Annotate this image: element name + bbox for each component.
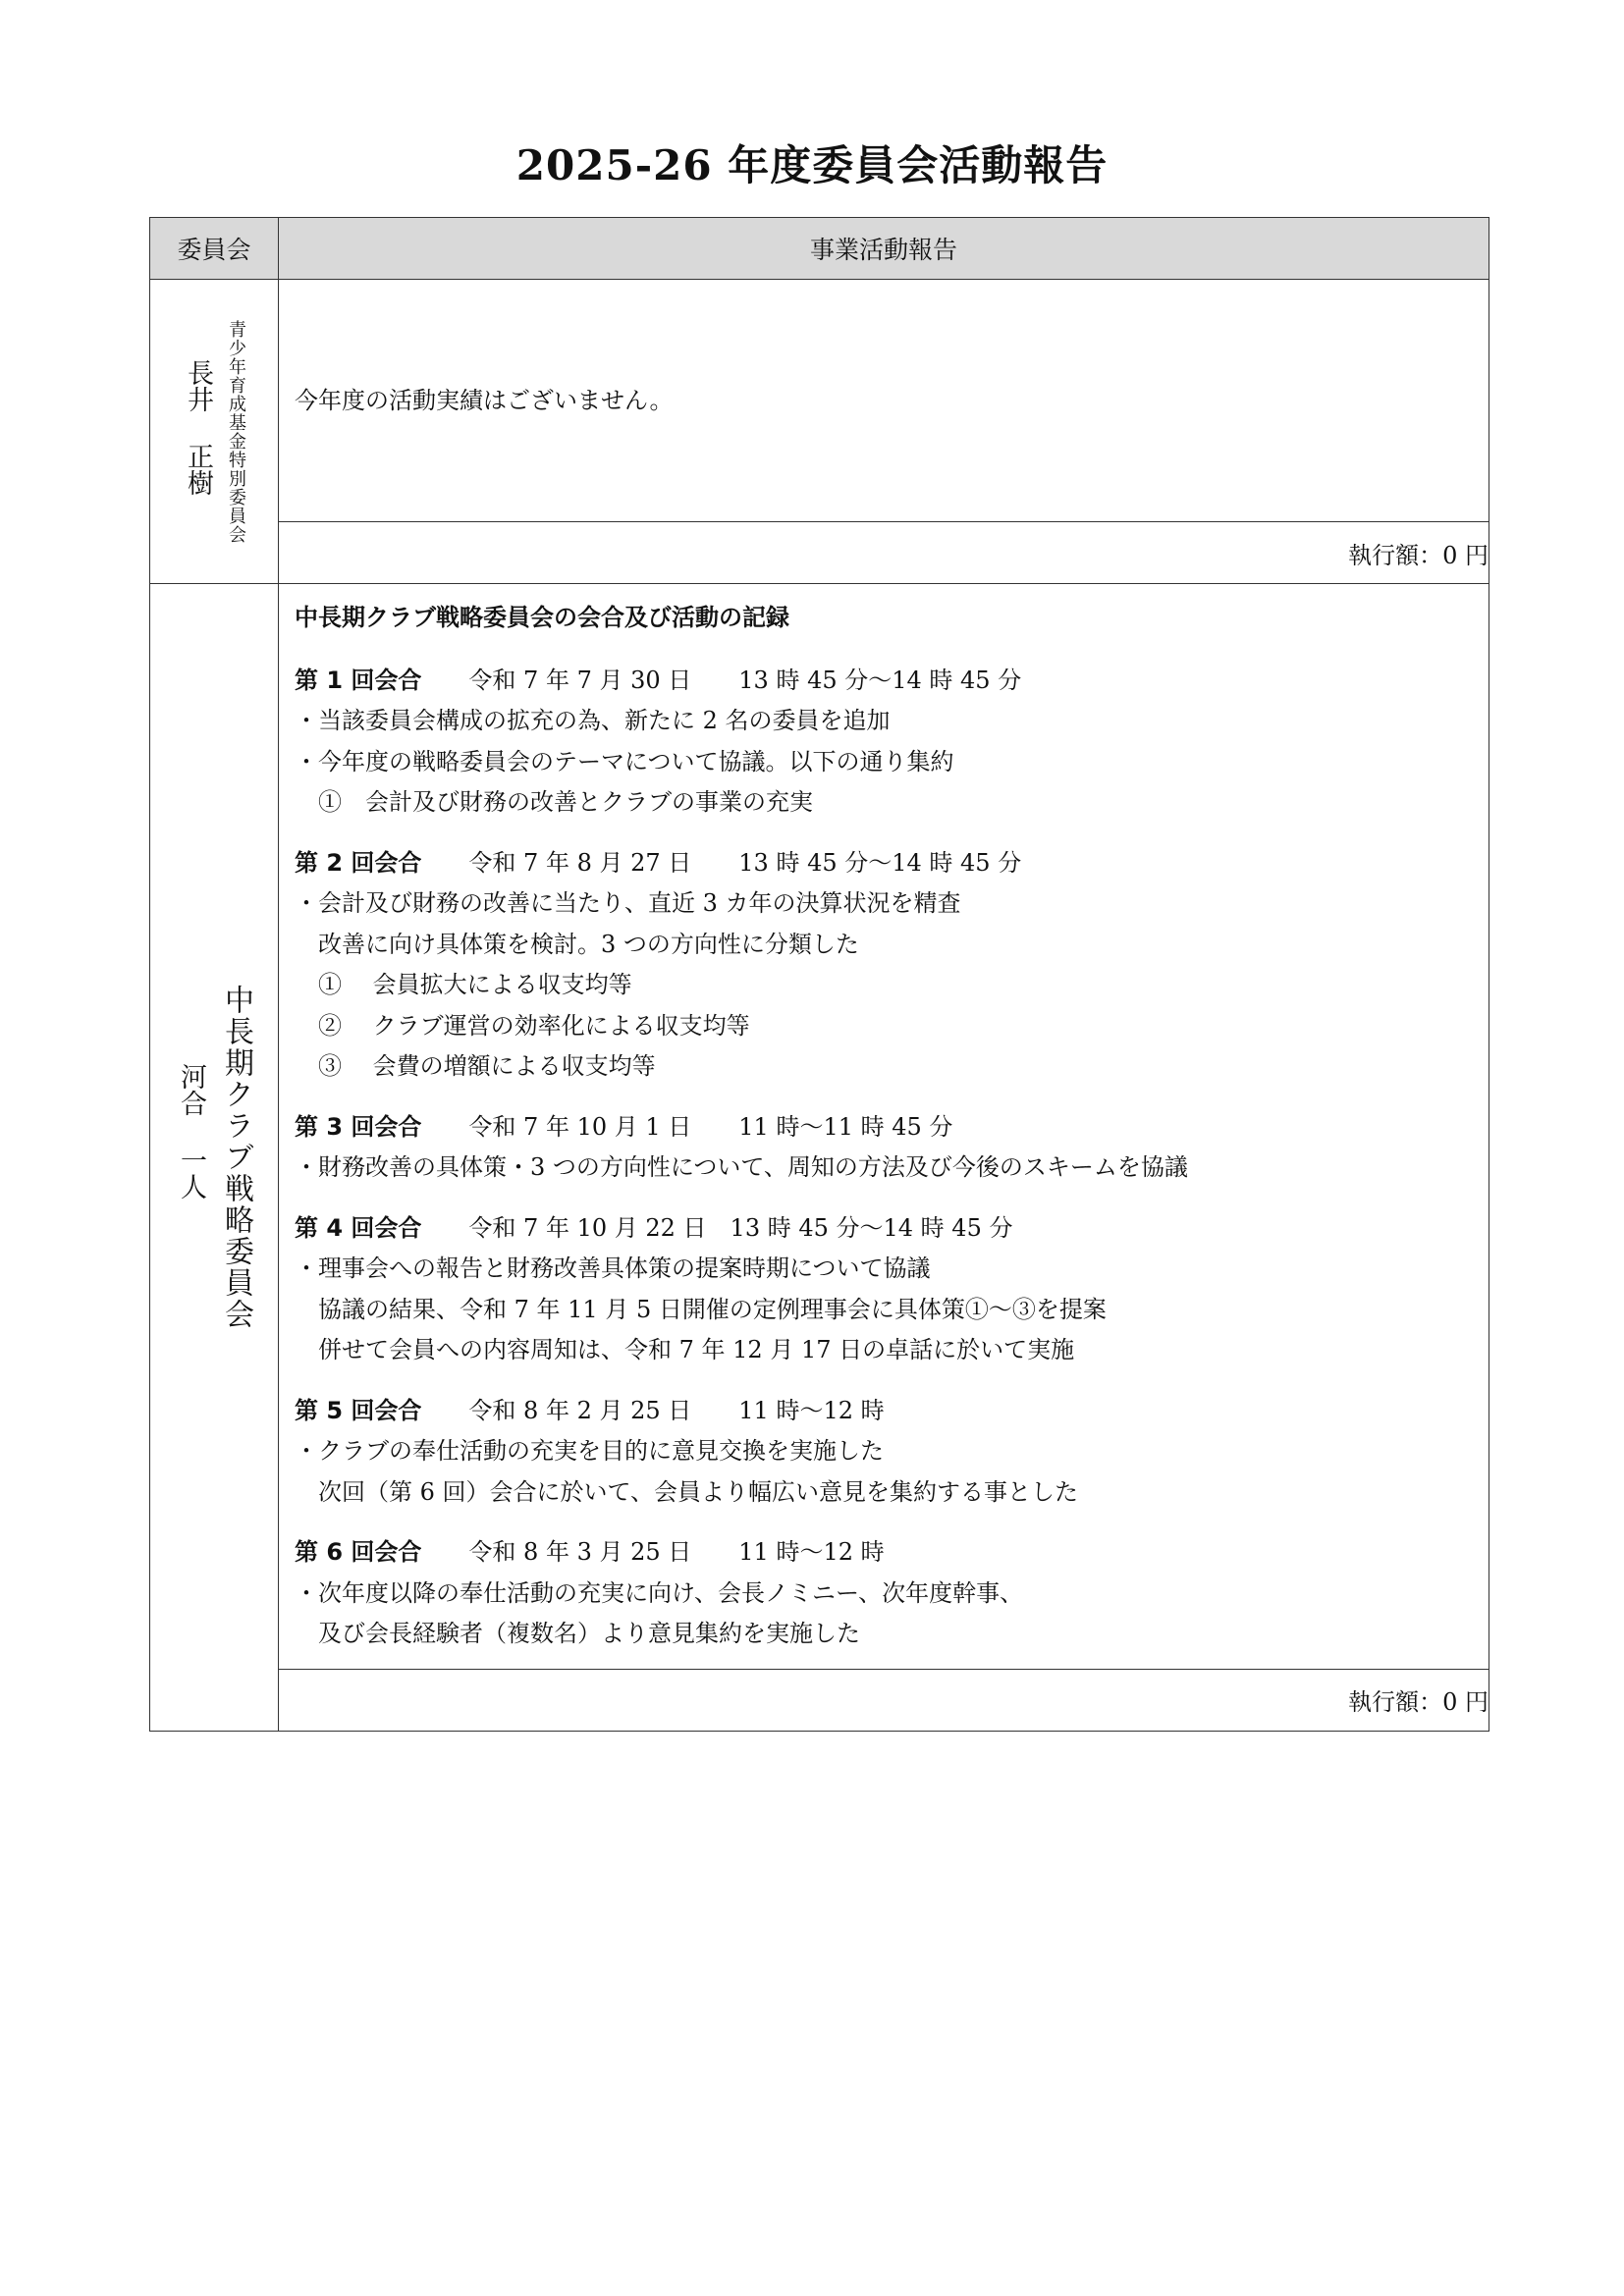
meeting-time: 11 時～12 時 <box>738 1396 885 1424</box>
table-row <box>150 584 1489 1670</box>
meeting-date: 令和 7 年 10 月 22 日 <box>468 1213 707 1242</box>
header-committee: 委員会 <box>150 218 279 280</box>
meeting-note: 次回（第 6 回）会合に於いて、会員より幅広い意見を集約する事とした <box>295 1477 1079 1506</box>
meeting-note: ・財務改善の具体策・3 つの方向性について、周知の方法及び今後のスキームを協議 <box>295 1153 1188 1181</box>
amount-row <box>150 522 1489 584</box>
meeting-record <box>295 1208 1473 1371</box>
meeting-note: ① 会計及び財務の改善とクラブの事業の充実 <box>295 788 813 816</box>
meeting-header <box>295 1391 1473 1432</box>
meeting-date: 令和 7 年 10 月 1 日 <box>468 1112 692 1141</box>
meeting-header <box>295 1107 1473 1148</box>
report-content-cell <box>279 280 1489 522</box>
meeting-label: 第 4 回会合 <box>295 1213 422 1242</box>
meeting-note: ・次年度以降の奉仕活動の充実に向け、会長ノミニー、次年度幹事、 <box>295 1578 1024 1607</box>
meeting-note: 併せて会員への内容周知は、令和 7 年 12 月 17 日の卓話に於いて実施 <box>295 1336 1075 1363</box>
report-content <box>279 584 1489 1669</box>
meeting-note: ① 会員拡大による収支均等 <box>295 971 632 998</box>
meeting-note: ・クラブの奉仕活動の充実を目的に意見交換を実施した <box>295 1437 884 1465</box>
meeting-note: 協議の結果、令和 7 年 11 月 5 日開催の定例理事会に具体策①～③を提案 <box>295 1295 1107 1323</box>
meeting-time: 13 時 45 分～14 時 45 分 <box>738 666 1022 694</box>
meeting-date: 令和 7 年 7 月 30 日 <box>468 666 692 694</box>
meeting-date: 令和 8 年 2 月 25 日 <box>468 1396 692 1424</box>
meeting-date: 令和 7 年 8 月 27 日 <box>468 848 692 877</box>
amount-row <box>150 1669 1489 1731</box>
committee-cell <box>150 280 279 584</box>
meeting-list <box>295 661 1473 1655</box>
meeting-record <box>295 1532 1473 1655</box>
committee-cell <box>150 584 279 1732</box>
meeting-time: 11 時～12 時 <box>738 1538 885 1566</box>
meeting-date: 令和 8 年 3 月 25 日 <box>468 1538 692 1566</box>
meeting-time: 13 時 45 分～14 時 45 分 <box>730 1213 1013 1242</box>
meeting-note: 改善に向け具体策を検討。3 つの方向性に分類した <box>295 930 859 958</box>
execution-amount: 執行額：0 円 <box>279 1669 1489 1731</box>
meeting-label: 第 6 回会合 <box>295 1538 422 1566</box>
meeting-header <box>295 661 1473 702</box>
meeting-label: 第 5 回会合 <box>295 1396 422 1424</box>
committee-chair: 河合 一人 <box>176 1062 206 1200</box>
report-table <box>149 217 1489 1732</box>
meeting-time: 13 時 45 分～14 時 45 分 <box>738 848 1022 877</box>
committee-name: 中長期クラブ戦略委員会 <box>219 984 253 1330</box>
meeting-label: 第 2 回会合 <box>295 848 422 877</box>
meeting-note: ・今年度の戦略委員会のテーマについて協議。以下の通り集約 <box>295 747 954 775</box>
committee-name: 青少年育成基金特別委員会 <box>226 319 246 544</box>
meeting-note: ③ 会費の増額による収支均等 <box>295 1052 656 1080</box>
meeting-record <box>295 1107 1473 1189</box>
meeting-label: 第 1 回会合 <box>295 666 422 694</box>
document-title: 2025-26 年度委員会活動報告 <box>515 141 1109 189</box>
report-content: 今年度の活動実績はございません。 <box>295 387 674 414</box>
report-heading: 中長期クラブ戦略委員会の会合及び活動の記録 <box>295 604 789 631</box>
table-row <box>150 280 1489 522</box>
meeting-note: ② クラブ運営の効率化による収支均等 <box>295 1011 750 1040</box>
meeting-note: 及び会長経験者（複数名）より意見集約を実施した <box>295 1620 860 1647</box>
header-report: 事業活動報告 <box>279 218 1489 280</box>
meeting-note: ・会計及び財務の改善に当たり、直近 3 カ年の決算状況を精査 <box>295 889 961 917</box>
meeting-record <box>295 843 1473 1088</box>
meeting-time: 11 時～11 時 45 分 <box>738 1112 953 1141</box>
table-header-row <box>150 218 1489 280</box>
meeting-note: ・理事会への報告と財務改善具体策の提案時期について協議 <box>295 1255 931 1282</box>
meeting-record <box>295 1391 1473 1514</box>
meeting-header <box>295 1532 1473 1574</box>
meeting-record <box>295 661 1473 824</box>
execution-amount: 執行額：0 円 <box>279 522 1489 584</box>
meeting-header <box>295 1208 1473 1250</box>
meeting-label: 第 3 回会合 <box>295 1112 422 1141</box>
report-content-cell <box>279 584 1489 1670</box>
committee-chair: 長井 正樹 <box>183 358 213 496</box>
meeting-header <box>295 843 1473 884</box>
meeting-note: ・当該委員会構成の拡充の為、新たに 2 名の委員を追加 <box>295 707 891 734</box>
